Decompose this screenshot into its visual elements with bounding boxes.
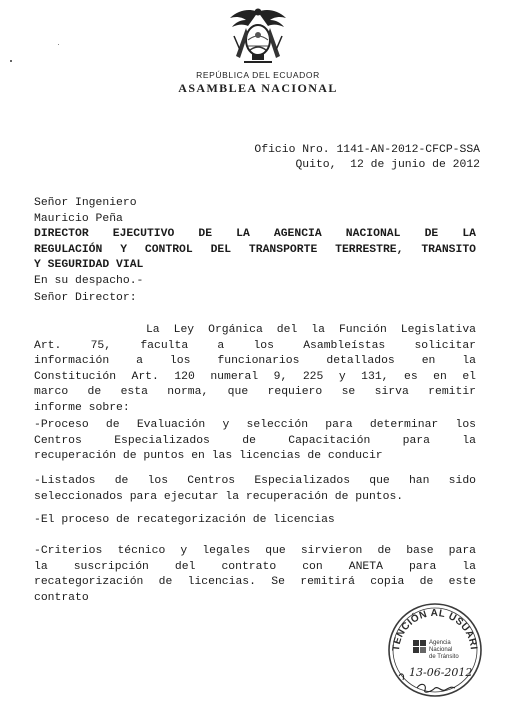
body-line: La Ley Orgánica del la Función Legislativa <box>34 324 476 336</box>
body-line: contrato <box>34 591 89 604</box>
reception-stamp <box>383 596 487 700</box>
scan-speck <box>10 60 12 62</box>
agency-logo-icon <box>413 640 426 653</box>
body-line: Art. 75, faculta a los Asambleístas solicitar <box>34 339 476 352</box>
request-item <box>34 474 476 505</box>
body-line: -Proceso de Evaluación y selección para determinar los <box>34 419 476 431</box>
body-line: -Listados de los Centros Especializados que han sido <box>34 475 476 487</box>
body-line: información a los funcionarios detallados en la <box>34 355 476 367</box>
place-date: Quito, 12 de junio de 2012 <box>295 159 480 171</box>
republic-heading: REPÚBLICA DEL ECUADOR <box>196 70 320 80</box>
recipient-block <box>34 196 476 289</box>
body-paragraph <box>34 323 476 416</box>
request-item <box>34 418 476 465</box>
assembly-heading: ASAMBLEA NACIONAL <box>178 81 338 95</box>
recipient-title-line: REGULACIÓN Y CONTROL DEL TRANSPORTE TERRESTRE, TRANSITO <box>34 243 476 256</box>
body-line: Constitución Art. 120 numeral 9, 225 y 131, es en el <box>34 370 476 383</box>
coat-of-arms-icon <box>226 6 290 68</box>
recipient-name: Mauricio Peña <box>34 212 123 225</box>
stamp-arc-text: TENCIÓN AL USUARI <box>390 607 479 652</box>
stamp-handwritten-date: 13-06-2012 <box>409 666 473 679</box>
stamp-agency-line: Nacional <box>429 647 453 653</box>
request-item: -El proceso de recategorización de licencias <box>34 514 335 526</box>
recipient-title-line: DIRECTOR EJECUTIVO DE LA AGENCIA NACIONAL DE LA <box>34 228 476 240</box>
body-line: informe sobre: <box>34 401 130 414</box>
stamp-agency-line: Agencia <box>429 640 451 646</box>
recipient-title-line: Y SEGURIDAD VIAL <box>34 259 144 271</box>
body-line: recuperación de puntos en las licencias de conducir <box>34 450 383 462</box>
recipient-salutation: Señor Ingeniero <box>34 197 137 209</box>
body-line: marco de esta norma, que requiero se sirva remitir <box>34 386 476 398</box>
scan-speck <box>58 44 59 45</box>
coat-of-arms-emblem <box>226 6 290 68</box>
body-line: -Criterios técnico y legales que sirvieron de base para <box>34 545 476 557</box>
stamp-agency-line: de Tránsito <box>429 654 459 660</box>
greeting: Señor Director: <box>34 292 137 304</box>
stamp-seal-icon <box>383 596 487 700</box>
office-number: Oficio Nro. 1141-AN-2012-CFCP-SSA <box>254 144 480 156</box>
signature-scribble <box>417 684 455 692</box>
body-line: Centros Especializados de Capacitación para la <box>34 434 476 447</box>
body-line: recategorización de licencias. Se remitirá copia de este <box>34 576 476 588</box>
body-line: seleccionados para ejecutar la recuperación de puntos. <box>34 490 404 503</box>
recipient-office: En su despacho.- <box>34 274 144 287</box>
body-line: la suscripción del contrato con ANETA para la <box>34 560 476 573</box>
